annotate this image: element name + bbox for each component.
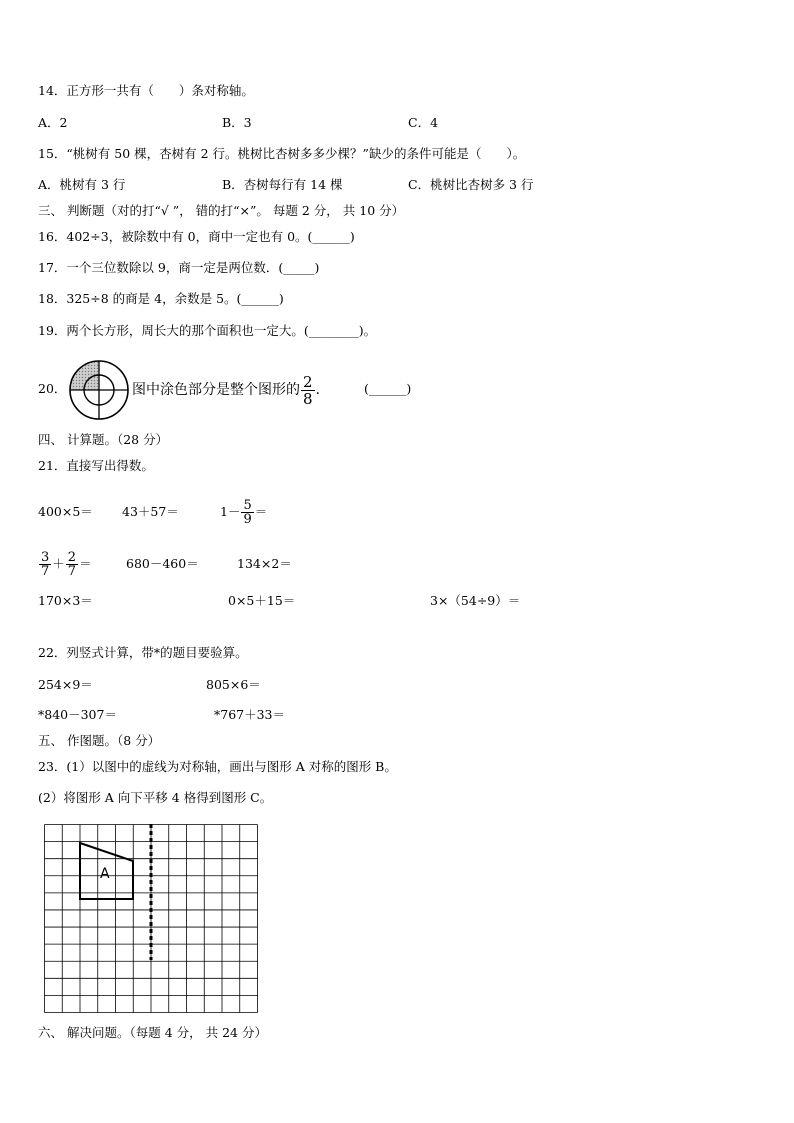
fraction-numerator: 5 [243,497,252,513]
q15-option-c: C．桃树比杏树多 3 行 [408,177,534,192]
section-5-heading: 五、 作图题。（8 分） [38,733,161,748]
q23-part-2: (2）将图形 A 向下平移 4 格得到图形 C。 [38,790,273,805]
shape-a-label: A [100,866,110,882]
fraction-denominator: 7 [41,563,50,579]
q15-stem: 15．“桃树有 50 棵，杏树有 2 行。桃树比杏树多多少棵？”缺少的条件可能是（ ）。 [38,146,526,161]
q20-fraction [301,374,315,407]
q21-expr-3 [220,494,267,530]
q14-option-b: B．3 [222,115,252,130]
q19: 19．两个长方形，周长大的那个面积也一定大。(________)。 [38,323,377,338]
fraction-denominator: 7 [67,563,77,579]
circle-figure [66,358,132,422]
q21-expr-4-op: ＋ [52,556,65,571]
q20-number: 20． [38,381,67,396]
q22-expr-4: *767＋33＝ [214,707,286,722]
q21-expr-8: 0×5＋15＝ [228,593,296,608]
q21-expr-3-post: ＝ [254,504,268,519]
grid-figure [44,824,258,1016]
q21-expr-4 [38,546,92,582]
q21-expr-3-fraction [241,499,253,526]
q21-expr-4-fraction-a [39,551,51,578]
q16: 16．402÷3，被除数中有 0，商中一定也有 0。(______) [38,229,355,244]
q21-expr-5: 680－460＝ [126,556,199,571]
q22-expr-3: *840－307＝ [38,707,117,722]
q21-expr-4-post: ＝ [79,556,92,571]
q17: 17．一个三位数除以 9，商一定是两位数．(_____) [38,260,320,275]
fraction-numerator: 2 [67,549,77,565]
q14-option-c: C．4 [408,115,439,130]
q21-expr-3-pre: 1－ [220,504,241,519]
q22-expr-1: 254×9＝ [38,677,93,692]
q14-option-a: A．2 [38,115,68,130]
q18: 18．325÷8 的商是 4，余数是 5。(______) [38,291,284,306]
q20-period: . [315,382,320,398]
section-4-heading: 四、 计算题。（28 分） [38,432,169,447]
q20-statement [132,370,320,410]
q21-expr-9: 3×（54÷9）＝ [430,593,521,608]
q22-stem: 22．列竖式计算，带*的题目要验算。 [38,645,248,660]
section-6-heading: 六、 解决问题。（每题 4 分， 共 24 分） [38,1025,267,1040]
q20-frac-denominator: 8 [303,389,313,408]
fraction-denominator: 9 [243,511,252,527]
fraction-numerator: 3 [41,549,50,565]
section-3-heading: 三、 判断题（对的打“√ ”， 错的打“×”。 每题 2 分， 共 10 分） [38,203,405,218]
q21-expr-2: 43＋57＝ [122,504,179,519]
q22-expr-2: 805×6＝ [206,677,261,692]
q15-option-b: B．杏树每行有 14 棵 [222,177,343,192]
q21-expr-6: 134×2＝ [237,556,292,571]
q20-text: 图中涂色部分是整个图形的 [132,382,300,398]
q21-expr-4-fraction-b [66,551,78,578]
q20-blank: (______) [364,381,412,396]
q21-expr-7: 170×3＝ [38,593,93,608]
q21-stem: 21．直接写出得数。 [38,458,154,473]
q21-expr-1: 400×5＝ [38,504,93,519]
q23-part-1: 23．(1）以图中的虚线为对称轴，画出与图形 A 对称的图形 B。 [38,759,397,774]
q15-option-a: A．桃树有 3 行 [38,177,126,192]
q14-stem: 14．正方形一共有（ ）条对称轴。 [38,83,254,98]
q20-frac-numerator: 2 [303,372,313,391]
